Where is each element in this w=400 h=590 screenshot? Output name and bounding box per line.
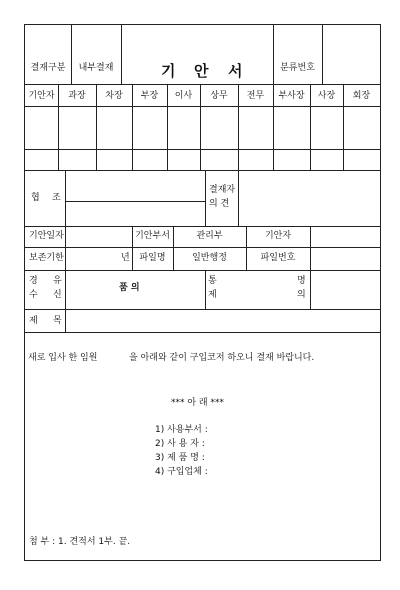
rule: [71, 25, 72, 84]
subject-label: 제: [29, 316, 38, 326]
file-name-label: 파일명: [139, 253, 166, 263]
rule: [65, 226, 66, 332]
attachment-line: 첨 부 : 1. 견적서 1부. 끝.: [29, 537, 131, 547]
approver-vice-president: 부사장: [278, 91, 305, 101]
rule: [65, 170, 66, 226]
item-line: 3) 제 품 명 :: [155, 453, 205, 463]
rule: [273, 25, 274, 84]
name-label: 의: [297, 290, 306, 300]
approval-type-label: 결재구분: [30, 63, 66, 73]
via-label: 경: [29, 276, 38, 286]
rule: [65, 201, 205, 202]
item-line: 4) 구입업체 :: [155, 467, 208, 477]
approver-chairman: 회장: [352, 91, 371, 101]
subject-label: 목: [53, 316, 62, 326]
approval-type-value: 내부결재: [78, 63, 114, 73]
rule: [121, 25, 122, 84]
pumui-label: 품 의: [119, 283, 140, 293]
approver-section-chief: 과장: [68, 91, 86, 101]
rule: [25, 247, 380, 248]
retention-unit: 년: [121, 253, 130, 263]
rule: [25, 84, 380, 85]
intro-text: 을 아래와 같이 구입코저 하오니 결재 바랍니다.: [129, 353, 315, 363]
rule: [310, 270, 311, 309]
rule: [322, 25, 323, 84]
class-number-label: 분류번호: [280, 63, 315, 73]
rule: [205, 170, 206, 226]
draft-dept-label: 기안부서: [135, 231, 170, 241]
intro-text: 새로 입사 한 임원: [28, 353, 98, 363]
opinion-label: 의 견: [209, 199, 230, 209]
approver-drafter: 기안자: [28, 91, 55, 101]
approver-president: 사장: [317, 91, 336, 101]
approval-form: [24, 24, 381, 561]
cooperation-label: 협: [31, 193, 40, 203]
retention-label: 보존기한: [29, 253, 64, 263]
rule: [238, 170, 239, 226]
item-line: 1) 사용부서 :: [155, 425, 208, 435]
rule: [25, 309, 380, 310]
draft-dept-value: 관리부: [196, 231, 223, 241]
notice-label: 통: [208, 276, 217, 286]
draft-date-label: 기안일자: [29, 231, 64, 241]
title-char: 안: [194, 62, 210, 80]
drafter-label: 기안자: [264, 231, 292, 241]
name-label: 명: [297, 276, 306, 286]
file-number-label: 파일번호: [260, 253, 296, 263]
title-char: 기: [161, 62, 177, 80]
recipient-label: 수: [29, 290, 38, 300]
approver-dept-head: 부장: [140, 91, 159, 101]
rule: [25, 149, 380, 150]
notice-label: 제: [208, 290, 217, 300]
approver-executive-director: 전무: [246, 91, 265, 101]
item-line: 2) 사 용 자 :: [155, 439, 205, 449]
opinion-label: 결재자: [209, 185, 236, 195]
rule: [25, 270, 380, 271]
title-char: 서: [228, 62, 244, 80]
section-heading: *** 아 래 ***: [171, 398, 224, 408]
via-label: 유: [53, 276, 62, 286]
rule: [25, 106, 380, 107]
approver-deputy-head: 차장: [105, 91, 123, 101]
rule: [25, 170, 380, 171]
approver-managing-director: 상무: [210, 91, 228, 101]
rule: [25, 332, 380, 333]
cooperation-label: 조: [52, 193, 61, 203]
file-name-value: 일반행정: [192, 253, 227, 263]
rule: [205, 270, 206, 309]
approver-director: 이사: [174, 91, 193, 101]
rule: [310, 226, 311, 270]
rule: [25, 226, 380, 227]
recipient-label: 신: [53, 290, 62, 300]
